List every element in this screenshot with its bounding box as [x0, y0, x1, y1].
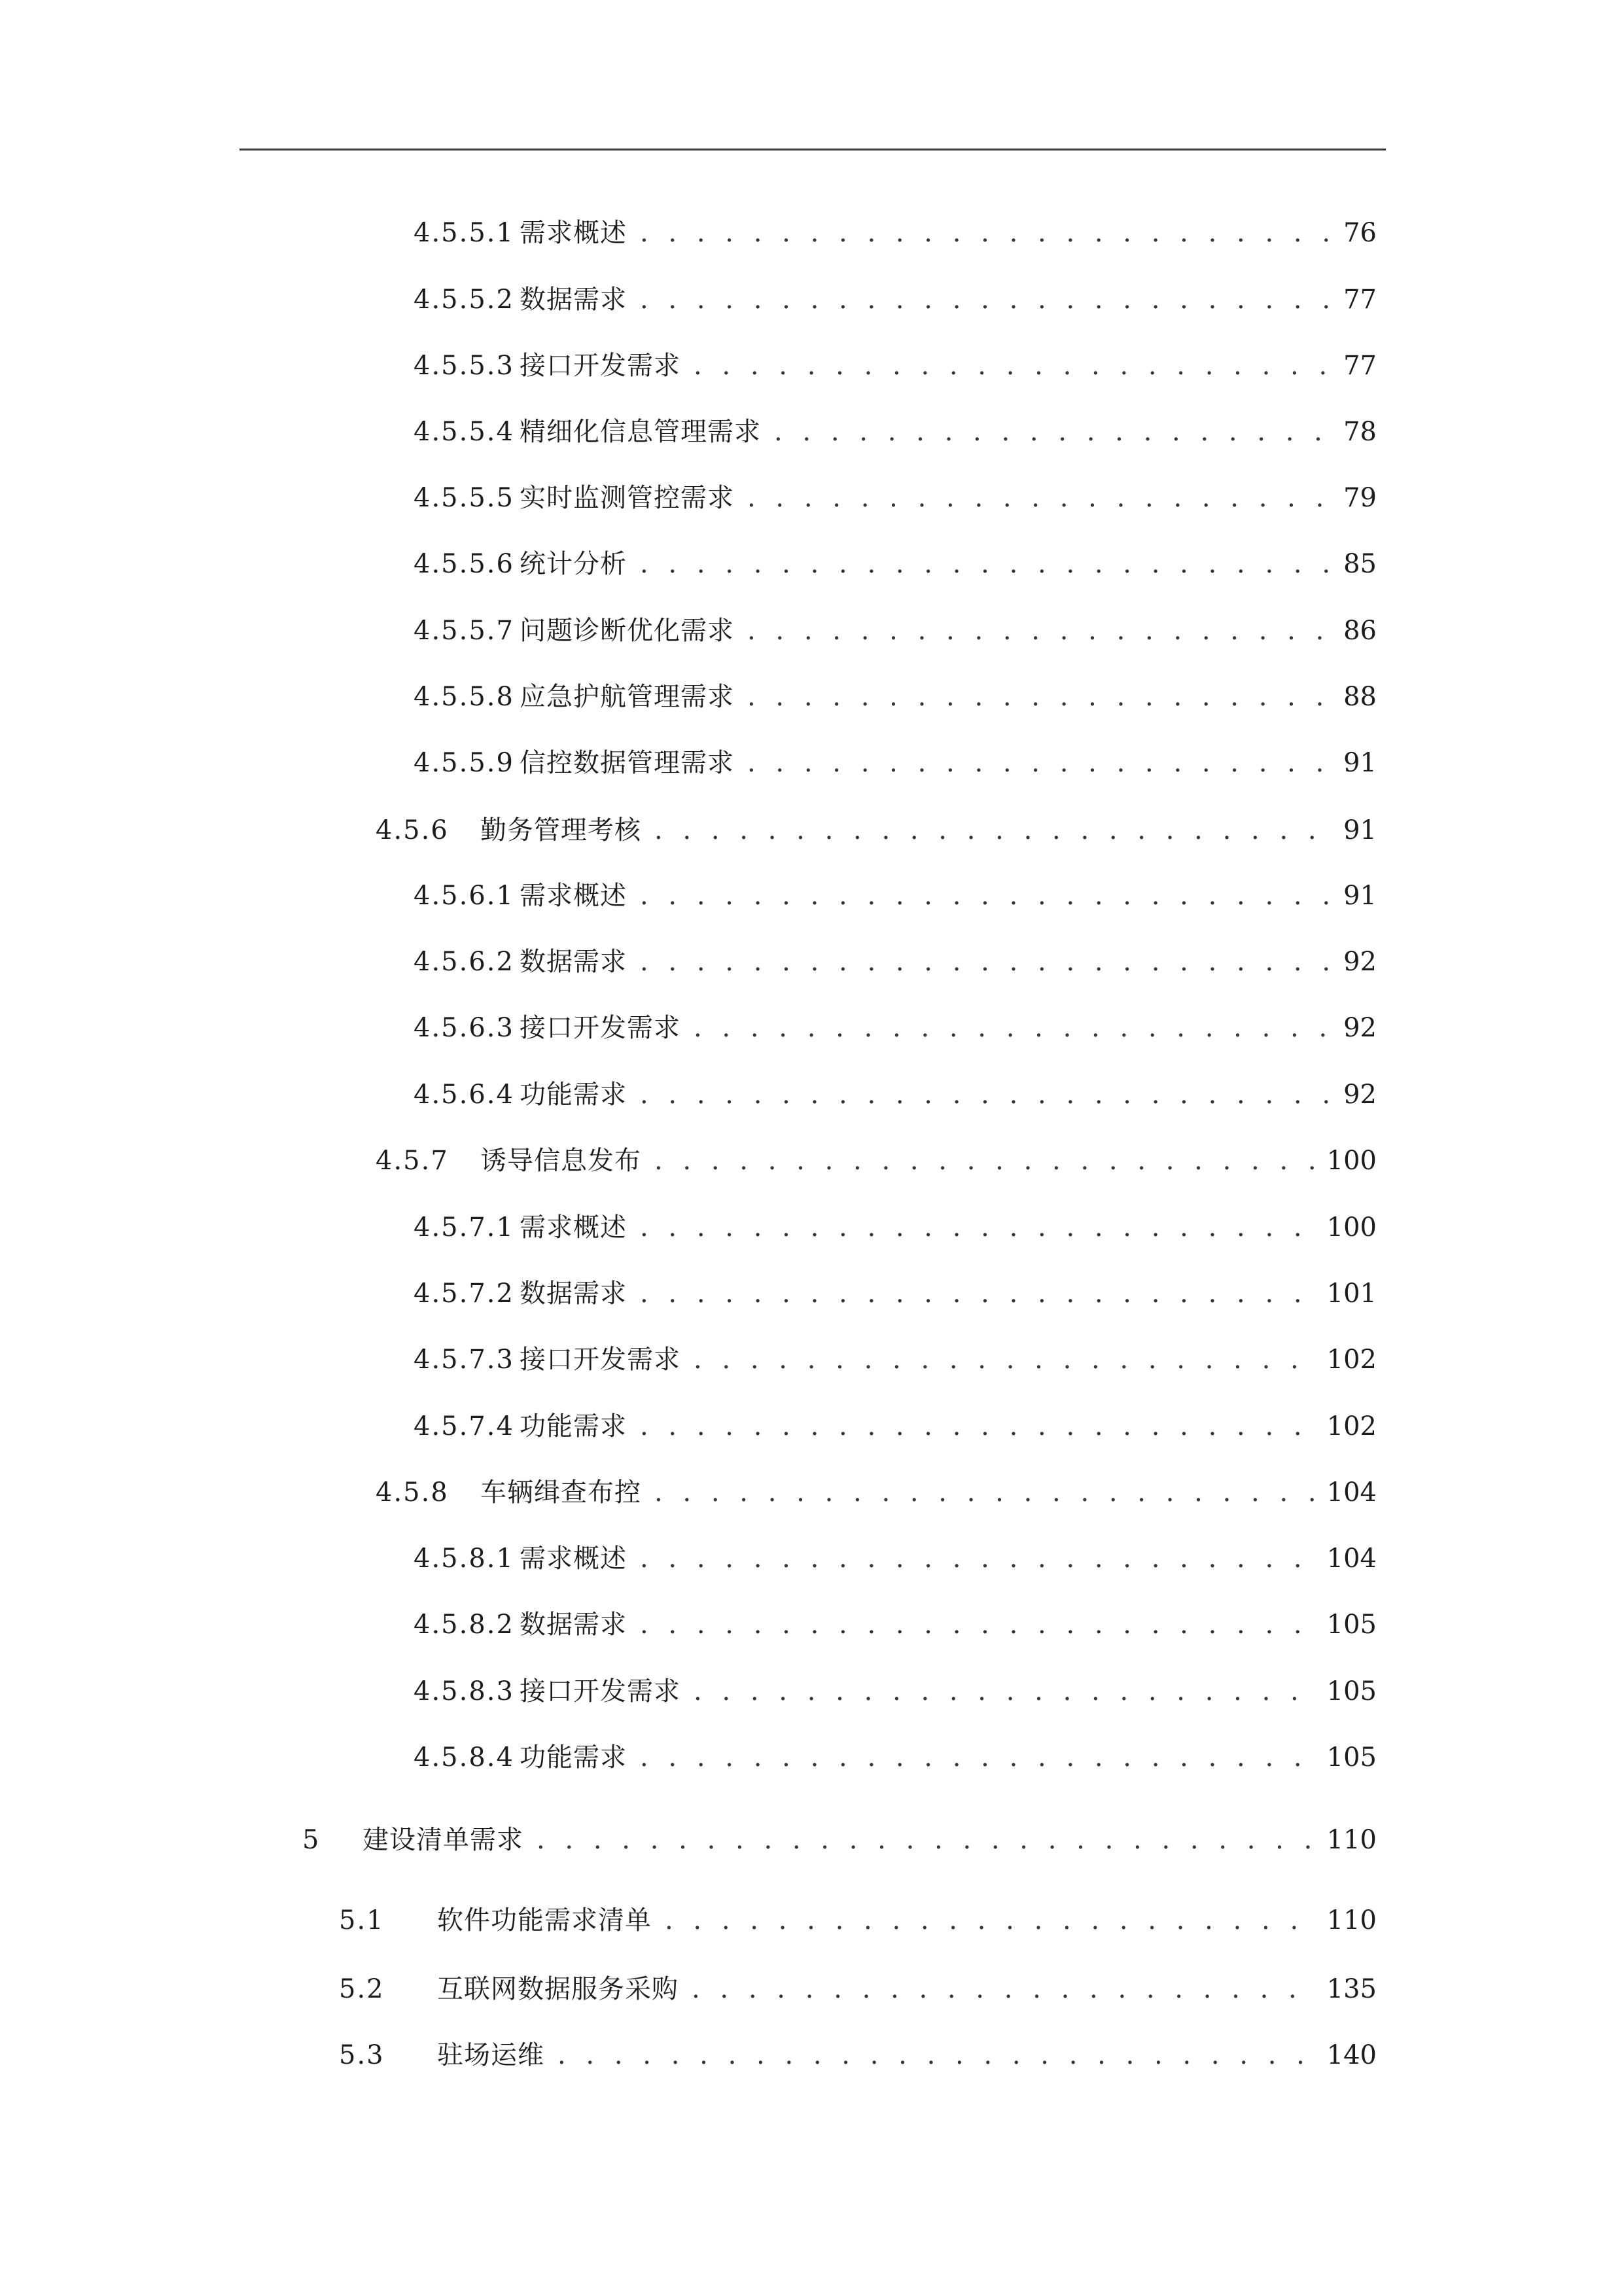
dot-leader: [640, 213, 1333, 253]
toc-entry-4-5-8[interactable]: [376, 1473, 1377, 1512]
toc-entry-title: 功能需求: [520, 1411, 627, 1441]
toc-entry-number: 4.5.8.3: [414, 1676, 514, 1706]
toc-entry-page: 86: [1343, 616, 1377, 646]
toc-entry-number: 4.5.6.1: [414, 881, 514, 911]
toc-entry-page: 92: [1343, 947, 1377, 977]
dot-leader: [694, 1672, 1316, 1711]
toc-entry-4-5-5-2[interactable]: [414, 280, 1377, 319]
toc-entry-title: 数据需求: [520, 1610, 627, 1640]
toc-entry-page: 91: [1343, 748, 1377, 778]
toc-entry-number: 4.5.6: [376, 815, 449, 845]
dot-leader: [747, 677, 1333, 716]
toc-entry-title: 需求概述: [520, 881, 627, 911]
toc-entry-number: 4.5.5.2: [414, 285, 514, 315]
toc-entry-number: 4.5.5.4: [414, 417, 514, 447]
dot-leader: [747, 743, 1333, 783]
dot-leader: [747, 611, 1333, 650]
toc-entry-number: 4.5.8.4: [414, 1742, 514, 1773]
toc-entry-number: 4.5.7: [376, 1146, 449, 1176]
toc-entry-number: 4.5.7.2: [414, 1279, 514, 1309]
toc-entry-number: 4.5.5.3: [414, 351, 514, 381]
toc-entry-4-5-7-3[interactable]: [414, 1340, 1377, 1379]
toc-entry-number: 4.5.7.3: [414, 1345, 514, 1375]
toc-entry-title: 建设清单需求: [362, 1825, 523, 1855]
toc-entry-page: 135: [1326, 1974, 1377, 2004]
toc-entry-title: 精细化信息管理需求: [520, 417, 761, 447]
dot-leader: [640, 1605, 1316, 1644]
toc-entry-page: 92: [1343, 1013, 1377, 1043]
toc-entry-number: 4.5.5.9: [414, 748, 514, 778]
toc-entry-4-5-7-1[interactable]: [414, 1208, 1377, 1247]
toc-entry-page: 105: [1326, 1676, 1377, 1706]
toc-entry-number: 4.5.6.4: [414, 1080, 514, 1110]
toc-entry-page: 102: [1326, 1345, 1377, 1375]
toc-entry-4-5-6[interactable]: [376, 811, 1377, 850]
dot-leader: [640, 942, 1333, 981]
toc-entry-number: 5.1: [339, 1905, 385, 1935]
toc-entry-page: 101: [1326, 1279, 1377, 1309]
dot-leader: [640, 876, 1333, 915]
toc-entry-title: 接口开发需求: [520, 1013, 680, 1043]
toc-entry-title: 应急护航管理需求: [520, 682, 734, 712]
toc-entry-number: 4.5.5.7: [414, 616, 514, 646]
toc-entry-title: 功能需求: [520, 1742, 627, 1773]
dot-leader: [692, 1969, 1316, 2009]
toc-entry-page: 77: [1343, 351, 1377, 381]
toc-entry-page: 76: [1343, 218, 1377, 248]
toc-entry-number: 4.5.5.5: [414, 483, 514, 513]
toc-entry-title: 需求概述: [520, 1544, 627, 1574]
toc-entry-4-5-6-3[interactable]: [414, 1008, 1377, 1048]
toc-entry-page: 85: [1343, 549, 1377, 579]
dot-leader: [694, 1008, 1333, 1048]
toc-entry-page: 104: [1326, 1477, 1377, 1508]
dot-leader: [640, 1738, 1316, 1777]
toc-entry-page: 100: [1326, 1146, 1377, 1176]
toc-entry-page: 105: [1326, 1610, 1377, 1640]
toc-entry-4-5-5-5[interactable]: [414, 478, 1377, 518]
toc-entry-title: 接口开发需求: [520, 1676, 680, 1706]
toc-entry-4-5-5-6[interactable]: [414, 544, 1377, 584]
toc-entry-number: 4.5.6.2: [414, 947, 514, 977]
toc-entry-4-5-7[interactable]: [376, 1141, 1377, 1180]
toc-entry-title: 接口开发需求: [520, 1345, 680, 1375]
toc-entry-number: 4.5.8: [376, 1477, 449, 1508]
toc-entry-4-5-8-4[interactable]: [414, 1738, 1377, 1777]
toc-entry-page: 78: [1343, 417, 1377, 447]
toc-entry-number: 4.5.8.1: [414, 1544, 514, 1574]
dot-leader: [640, 1274, 1316, 1313]
dot-leader: [694, 1340, 1316, 1379]
toc-entry-4-5-8-3[interactable]: [414, 1672, 1377, 1711]
dot-leader: [640, 1539, 1316, 1578]
toc-entry-title: 数据需求: [520, 1279, 627, 1309]
dot-leader: [665, 1901, 1316, 1940]
toc-entry-number: 5.3: [339, 2040, 385, 2070]
toc-entry-4-5-5-4[interactable]: [414, 412, 1377, 451]
toc-entry-4-5-5-9[interactable]: [414, 743, 1377, 783]
toc-entry-number: 5: [302, 1825, 321, 1855]
toc-entry-number: 4.5.7.1: [414, 1212, 514, 1243]
toc-entry-page: 105: [1326, 1742, 1377, 1773]
toc-entry-title: 勤务管理考核: [480, 815, 641, 845]
toc-entry-5-3[interactable]: [339, 2036, 1377, 2075]
dot-leader: [694, 346, 1333, 385]
toc-entry-title: 功能需求: [520, 1080, 627, 1110]
toc-entry-page: 104: [1326, 1544, 1377, 1574]
toc-entry-page: 91: [1343, 815, 1377, 845]
dot-leader: [747, 478, 1333, 518]
toc-entry-title: 接口开发需求: [520, 351, 680, 381]
toc-entry-title: 统计分析: [520, 549, 627, 579]
toc-entry-page: 110: [1326, 1825, 1377, 1855]
toc-entry-5-1[interactable]: [339, 1901, 1377, 1940]
toc-entry-number: 4.5.5.6: [414, 549, 514, 579]
toc-entry-title: 数据需求: [520, 285, 627, 315]
dot-leader: [654, 1141, 1316, 1180]
toc-entry-4-5-7-2[interactable]: [414, 1274, 1377, 1313]
toc-entry-title: 诱导信息发布: [480, 1146, 641, 1176]
toc-entry-page: 92: [1343, 1080, 1377, 1110]
toc-entry-4-5-8-2[interactable]: [414, 1605, 1377, 1644]
toc-entry-page: 88: [1343, 682, 1377, 712]
toc-entry-page: 79: [1343, 483, 1377, 513]
dot-leader: [640, 544, 1333, 584]
dot-leader: [557, 2036, 1316, 2075]
dot-leader: [654, 1473, 1316, 1512]
toc-entry-4-5-6-1[interactable]: [414, 876, 1377, 915]
toc-entry-title: 软件功能需求清单: [437, 1905, 652, 1935]
toc-entry-4-5-7-4[interactable]: [414, 1407, 1377, 1446]
dot-leader: [654, 811, 1333, 850]
toc-entry-5-2[interactable]: [339, 1969, 1377, 2009]
dot-leader: [640, 1208, 1316, 1247]
toc-entry-4-5-5-7[interactable]: [414, 611, 1377, 650]
toc-entry-page: 102: [1326, 1411, 1377, 1441]
toc-entry-title: 数据需求: [520, 947, 627, 977]
dot-leader: [537, 1820, 1316, 1860]
toc-entry-page: 91: [1343, 881, 1377, 911]
toc-entry-page: 140: [1326, 2040, 1377, 2070]
dot-leader: [774, 412, 1333, 451]
dot-leader: [640, 280, 1333, 319]
toc-entry-title: 实时监测管控需求: [520, 483, 734, 513]
toc-entry-4-5-5-1[interactable]: [414, 213, 1377, 253]
toc-entry-number: 4.5.6.3: [414, 1013, 514, 1043]
toc-entry-4-5-5-3[interactable]: [414, 346, 1377, 385]
toc-entry-title: 驻场运维: [437, 2040, 544, 2070]
toc-entry-4-5-6-2[interactable]: [414, 942, 1377, 981]
toc-entry-title: 需求概述: [520, 218, 627, 248]
toc-entry-4-5-8-1[interactable]: [414, 1539, 1377, 1578]
toc-entry-4-5-5-8[interactable]: [414, 677, 1377, 716]
toc-entry-title: 需求概述: [520, 1212, 627, 1243]
dot-leader: [640, 1075, 1333, 1114]
toc-entry-number: 4.5.8.2: [414, 1610, 514, 1640]
toc-entry-title: 问题诊断优化需求: [520, 616, 734, 646]
toc-entry-title: 信控数据管理需求: [520, 748, 734, 778]
toc-entry-title: 互联网数据服务采购: [437, 1974, 679, 2004]
toc-entry-5[interactable]: [302, 1820, 1377, 1860]
toc-entry-page: 110: [1326, 1905, 1377, 1935]
toc-entry-number: 4.5.7.4: [414, 1411, 514, 1441]
toc-entry-page: 77: [1343, 285, 1377, 315]
toc-entry-number: 5.2: [339, 1974, 385, 2004]
dot-leader: [640, 1407, 1316, 1446]
toc-entry-4-5-6-4[interactable]: [414, 1075, 1377, 1114]
toc-entry-number: 4.5.5.1: [414, 218, 514, 248]
toc-entry-title: 车辆缉查布控: [480, 1477, 641, 1508]
toc-entry-page: 100: [1326, 1212, 1377, 1243]
toc-entry-number: 4.5.5.8: [414, 682, 514, 712]
